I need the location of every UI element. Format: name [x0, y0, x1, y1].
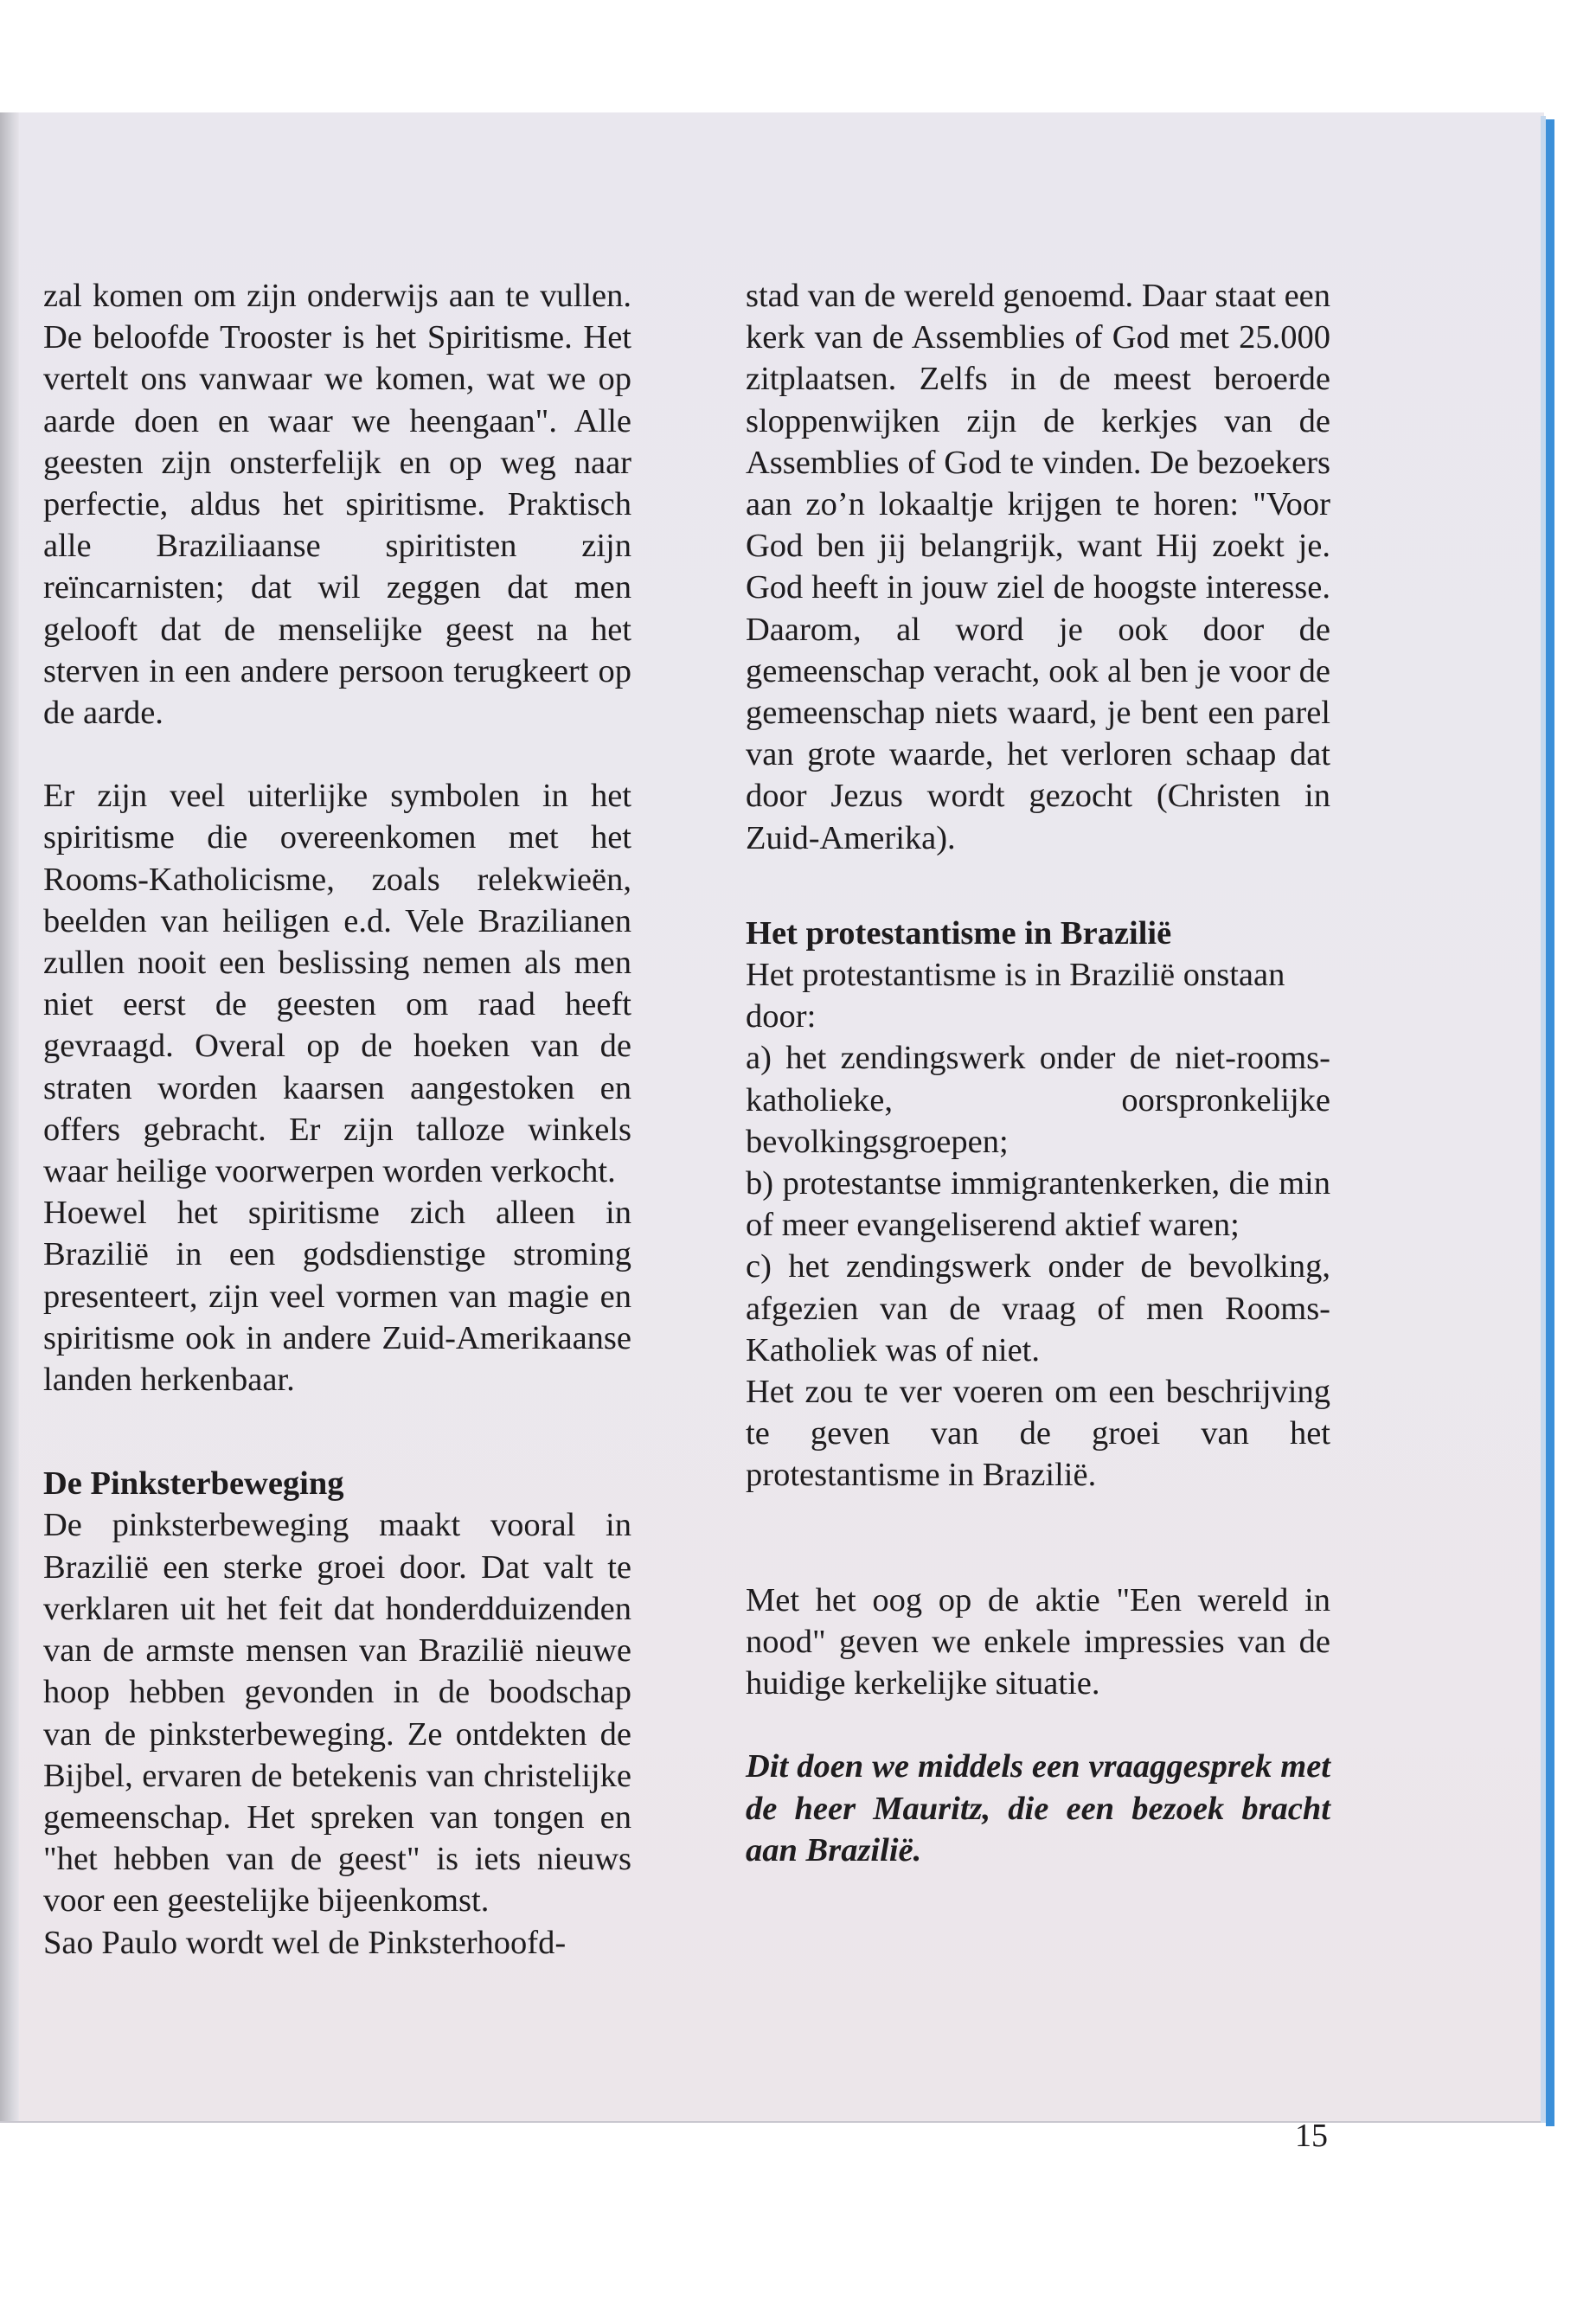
paragraph-gap [746, 859, 1330, 913]
paragraph-gap [43, 1400, 631, 1463]
list-item-a: a) het zendingswerk onder de niet-rooms-katholieke, oorspronkelijke bevolkingsgroepen; [746, 1040, 1330, 1160]
paragraph-gap [746, 1497, 1330, 1580]
list-item-b: b) protestantse immigrantenkerken, die min of meer evangeliserend aktief waren; [746, 1165, 1330, 1244]
paragraph-spiritisme-intro: zal komen om zijn onderwijs aan te vullen. De beloofde Trooster is het Spiritisme. Het vertelt ons vanwaar we komen, wat we op aarde doen en waar we heengaan". Alle geesten zijn onsterfelijk en op weg naar perfectie, aldus het spiritisme. Praktisch alle Braziliaanse spiritisten zijn reïncarnisten; dat wil zeggen dat men gelooft dat de menselijke geest na het sterven in een andere persoon terugkeert op de aarde. [43, 278, 631, 732]
right-column [746, 275, 1330, 1871]
paragraph-protestantisme-onstaan: Het protestantisme is in Brazilië onstaan door: [746, 957, 1285, 1035]
blue-cover-edge [1546, 119, 1554, 2126]
paragraph-interview-intro: Dit doen we middels een vraaggesprek met de heer Mauritz, die een bezoek bracht aan Brazilië. [746, 1748, 1330, 1868]
paragraph-symbolen: Er zijn veel uiterlijke symbolen in het spiritisme die overeenkomen met het Rooms-Katholicisme, zoals relekwieën, beelden van heiligen e.d. Vele Brazilianen zullen nooit een beslissing nemen als men niet eerst de geesten om raad heeft gevraagd. Overal op de hoeken van de straten worden kaarsen aangestoken en offers gebracht. Er zijn talloze winkels waar heilige voorwerpen worden verkocht. [43, 778, 631, 1190]
paragraph-hoewel: Hoewel het spiritisme zich alleen in Brazilië in een godsdienstige stroming presenteert, zijn veel vormen van magie en spiritisme ook in andere Zuid-Amerikaanse landen herkenbaar. [43, 1195, 631, 1399]
list-item-c: c) het zendingswerk onder de bevolking, afgezien van de vraag of men Rooms-Katholiek was of niet. [746, 1248, 1330, 1368]
section-heading-protestantisme: Het protestantisme in Brazilië [746, 914, 1172, 952]
paragraph-groei: Het zou te ver voeren om een beschrijving te geven van de groei van het protestantisme in Brazilië. [746, 1374, 1330, 1494]
paragraph-gap [746, 1704, 1330, 1746]
paragraph-pinksterbeweging: De pinksterbeweging maakt vooral in Brazilië een sterke groei door. Dat valt te verklaren uit het feit dat honderdduizenden van de armste mensen van Brazilië nieuwe hoop hebben gevonden in de boodschap van de pinksterbeweging. Ze ontdekten de Bijbel, ervaren de betekenis van christelijke gemeenschap. Het spreken van tongen en "het hebben van de geest" is iets nieuws voor een geestelijke bijeenkomst. [43, 1507, 631, 1920]
paragraph-sao-paulo: Sao Paulo wordt wel de Pinksterhoofd- [43, 1924, 567, 1961]
paragraph-aktie: Met het oog op de aktie "Een wereld in nood" geven we enkele impressies van de huidige kerkelijke situatie. [746, 1581, 1330, 1702]
left-page-edge-shadow [0, 112, 19, 2121]
section-heading-pinksterbeweging: De Pinksterbeweging [43, 1465, 344, 1503]
page-number: 15 [1295, 2118, 1328, 2154]
paragraph-assemblies-of-god: stad van de wereld genoemd. Daar staat een kerk van de Assemblies of God met 25.000 zitplaatsen. Zelfs in de meest beroerde sloppenwijken zijn de kerkjes van de Assemblies of God te vinden. De bezoekers aan zo’n lokaaltje krijgen te horen: "Voor God ben jij belangrijk, want Hij zoekt je. God heeft in jouw ziel de hoogste interesse. Daarom, al word je ook door de gemeenschap veracht, ook al ben je voor de gemeenschap niets waard, je bent een parel van grote waarde, het verloren schaap dat door Jezus wordt gezocht (Christen in Zuid-Amerika). [746, 278, 1330, 856]
left-column [43, 275, 631, 1964]
paragraph-gap [43, 734, 631, 775]
